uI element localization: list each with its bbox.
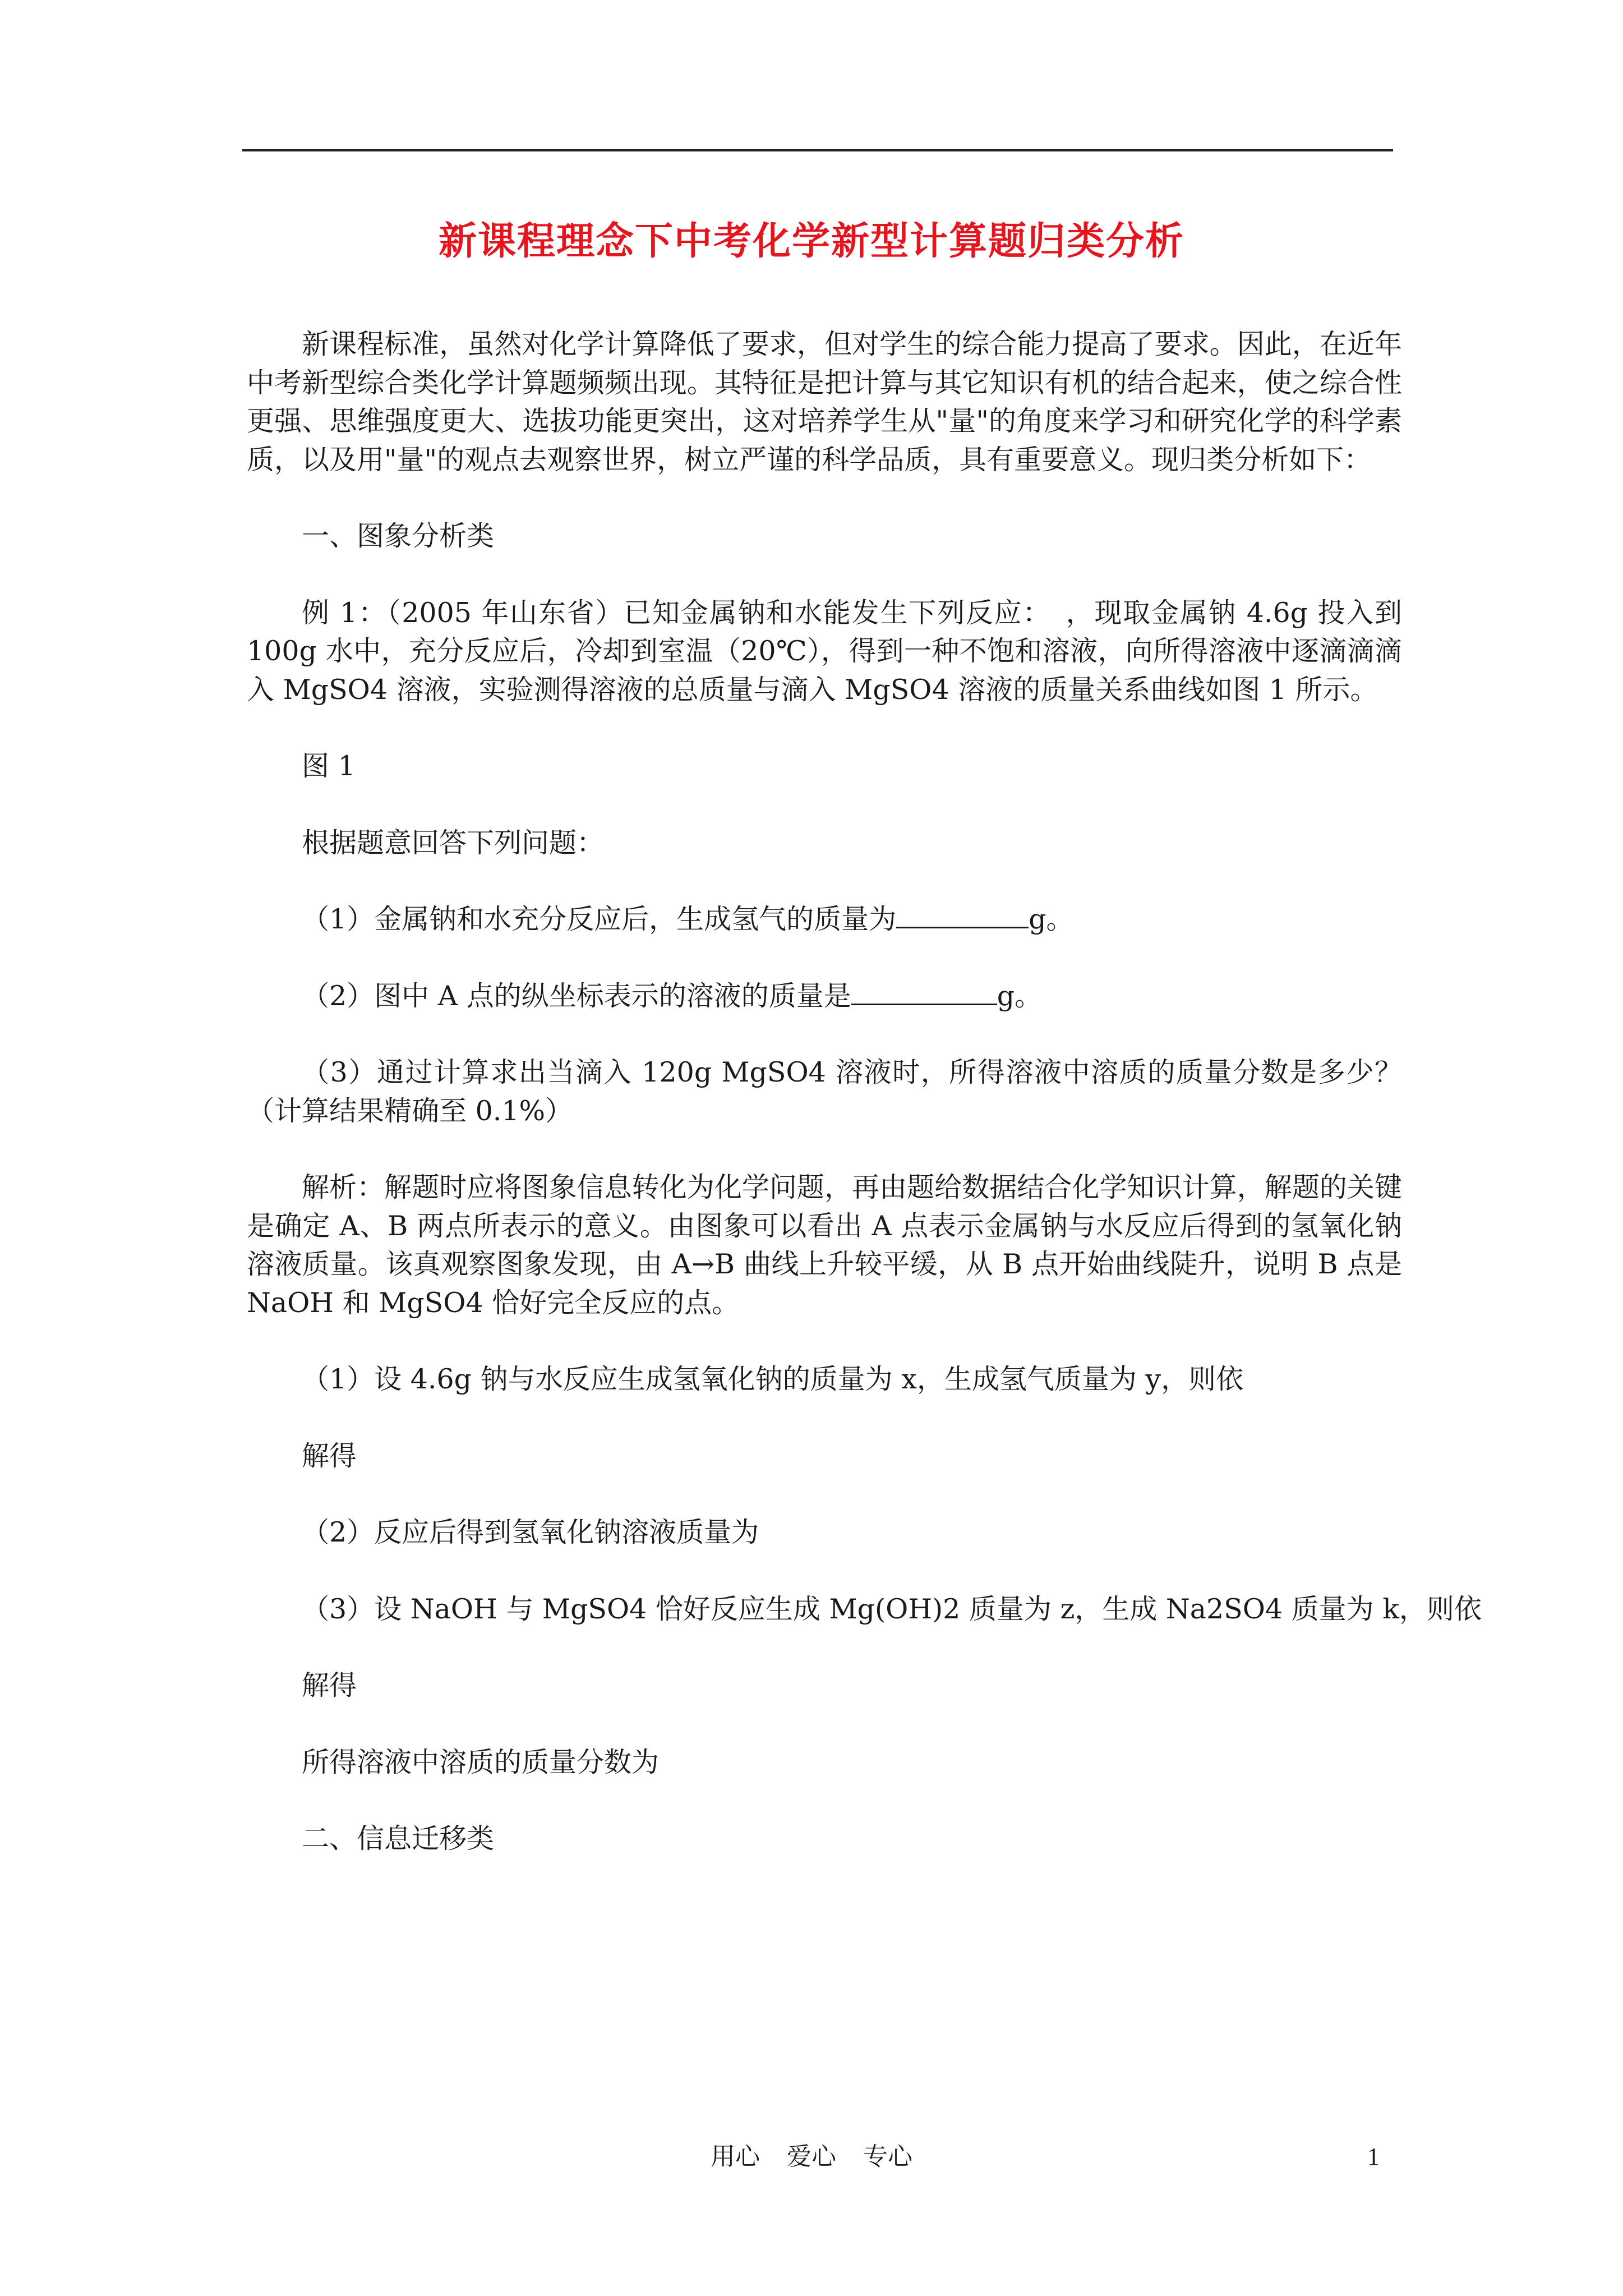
mass-fraction-line: 所得溶液中溶质的质量分数为	[302, 1746, 660, 1778]
footer-motto-3: 专心	[863, 2142, 912, 2171]
intro-paragraph: 新课程标准，虽然对化学计算降低了要求，但对学生的综合能力提高了要求。因此，在近年中考新型综合类化学计算题频频出现。其特征是把计算与其它知识有机的结合起来，使之综合性更强、思维强度更大、选拔功能更突出，这对培养学生从"量"的角度来学习和研究化学的科学素质，以及用"量"的观点去观察世界，树立严谨的科学品质，具有重要意义。现归类分析如下：	[247, 328, 1402, 476]
solve-label-2: 解得	[302, 1669, 357, 1701]
question-1-text: （1）金属钠和水充分反应后，生成氢气的质量为	[302, 903, 897, 935]
analysis-paragraph: 解析：解题时应将图象信息转化为化学问题，再由题给数据结合化学知识计算，解题的关键是确定 A、B 两点所表示的意义。由图象可以看出 A 点表示金属钠与水反应后得到的氢氧化钠溶液质量。该真观察图象发现，由 A→B 曲线上升较平缓，从 B 点开始曲线陡升，说明 B 点是 NaOH 和 MgSO4 恰好完全反应的点。	[247, 1171, 1402, 1319]
question-3: （3）通过计算求出当滴入 120g MgSO4 溶液时，所得溶液中溶质的质量分数是多少？（计算结果精确至 0.1%）	[247, 1056, 1402, 1127]
document-title: 新课程理念下中考化学新型计算题归类分析	[438, 219, 1184, 264]
question-1-unit: g。	[1029, 903, 1074, 935]
question-2-unit: g。	[997, 979, 1043, 1012]
example-1-paragraph: 例 1：（2005 年山东省）已知金属钠和水能发生下列反应： ，现取金属钠 4.6g 投入到 100g 水中，充分反应后，冷却到室温（20℃），得到一种不饱和溶液，向所得溶液中逐滴滴滴入 MgSO4 溶液，实验测得溶液的总质量与滴入 MgSO4 溶液的质量关系曲线如图 1 所示。	[247, 596, 1402, 706]
question-1	[247, 900, 1402, 939]
solution-step-1: （1）设 4.6g 钠与水反应生成氢氧化钠的质量为 x，生成氢气质量为 y，则依	[302, 1363, 1244, 1395]
page-number: 1	[1367, 2143, 1380, 2170]
figure-label: 图 1	[302, 750, 356, 782]
answer-blank-1[interactable]	[896, 904, 1029, 928]
footer-motto-2: 爱心	[787, 2142, 836, 2171]
question-2	[247, 977, 1402, 1016]
answer-blank-2[interactable]	[851, 981, 997, 1005]
solution-step-3: （3）设 NaOH 与 MgSO4 恰好反应生成 Mg(OH)2 质量为 z，生成 Na2SO4 质量为 k，则依	[302, 1593, 1482, 1625]
question-2-text: （2）图中 A 点的纵坐标表示的溶液的质量是	[302, 979, 851, 1012]
solve-label-1: 解得	[302, 1439, 357, 1472]
section-heading-2: 二、信息迁移类	[302, 1823, 495, 1855]
solution-step-2: （2）反应后得到氢氧化钠溶液质量为	[302, 1516, 759, 1548]
footer-motto-1: 用心	[711, 2142, 760, 2171]
document-body	[247, 325, 1482, 1858]
question-intro: 根据题意回答下列问题：	[302, 826, 605, 859]
header-rule	[242, 149, 1393, 151]
section-heading-1: 一、图象分析类	[302, 520, 495, 552]
